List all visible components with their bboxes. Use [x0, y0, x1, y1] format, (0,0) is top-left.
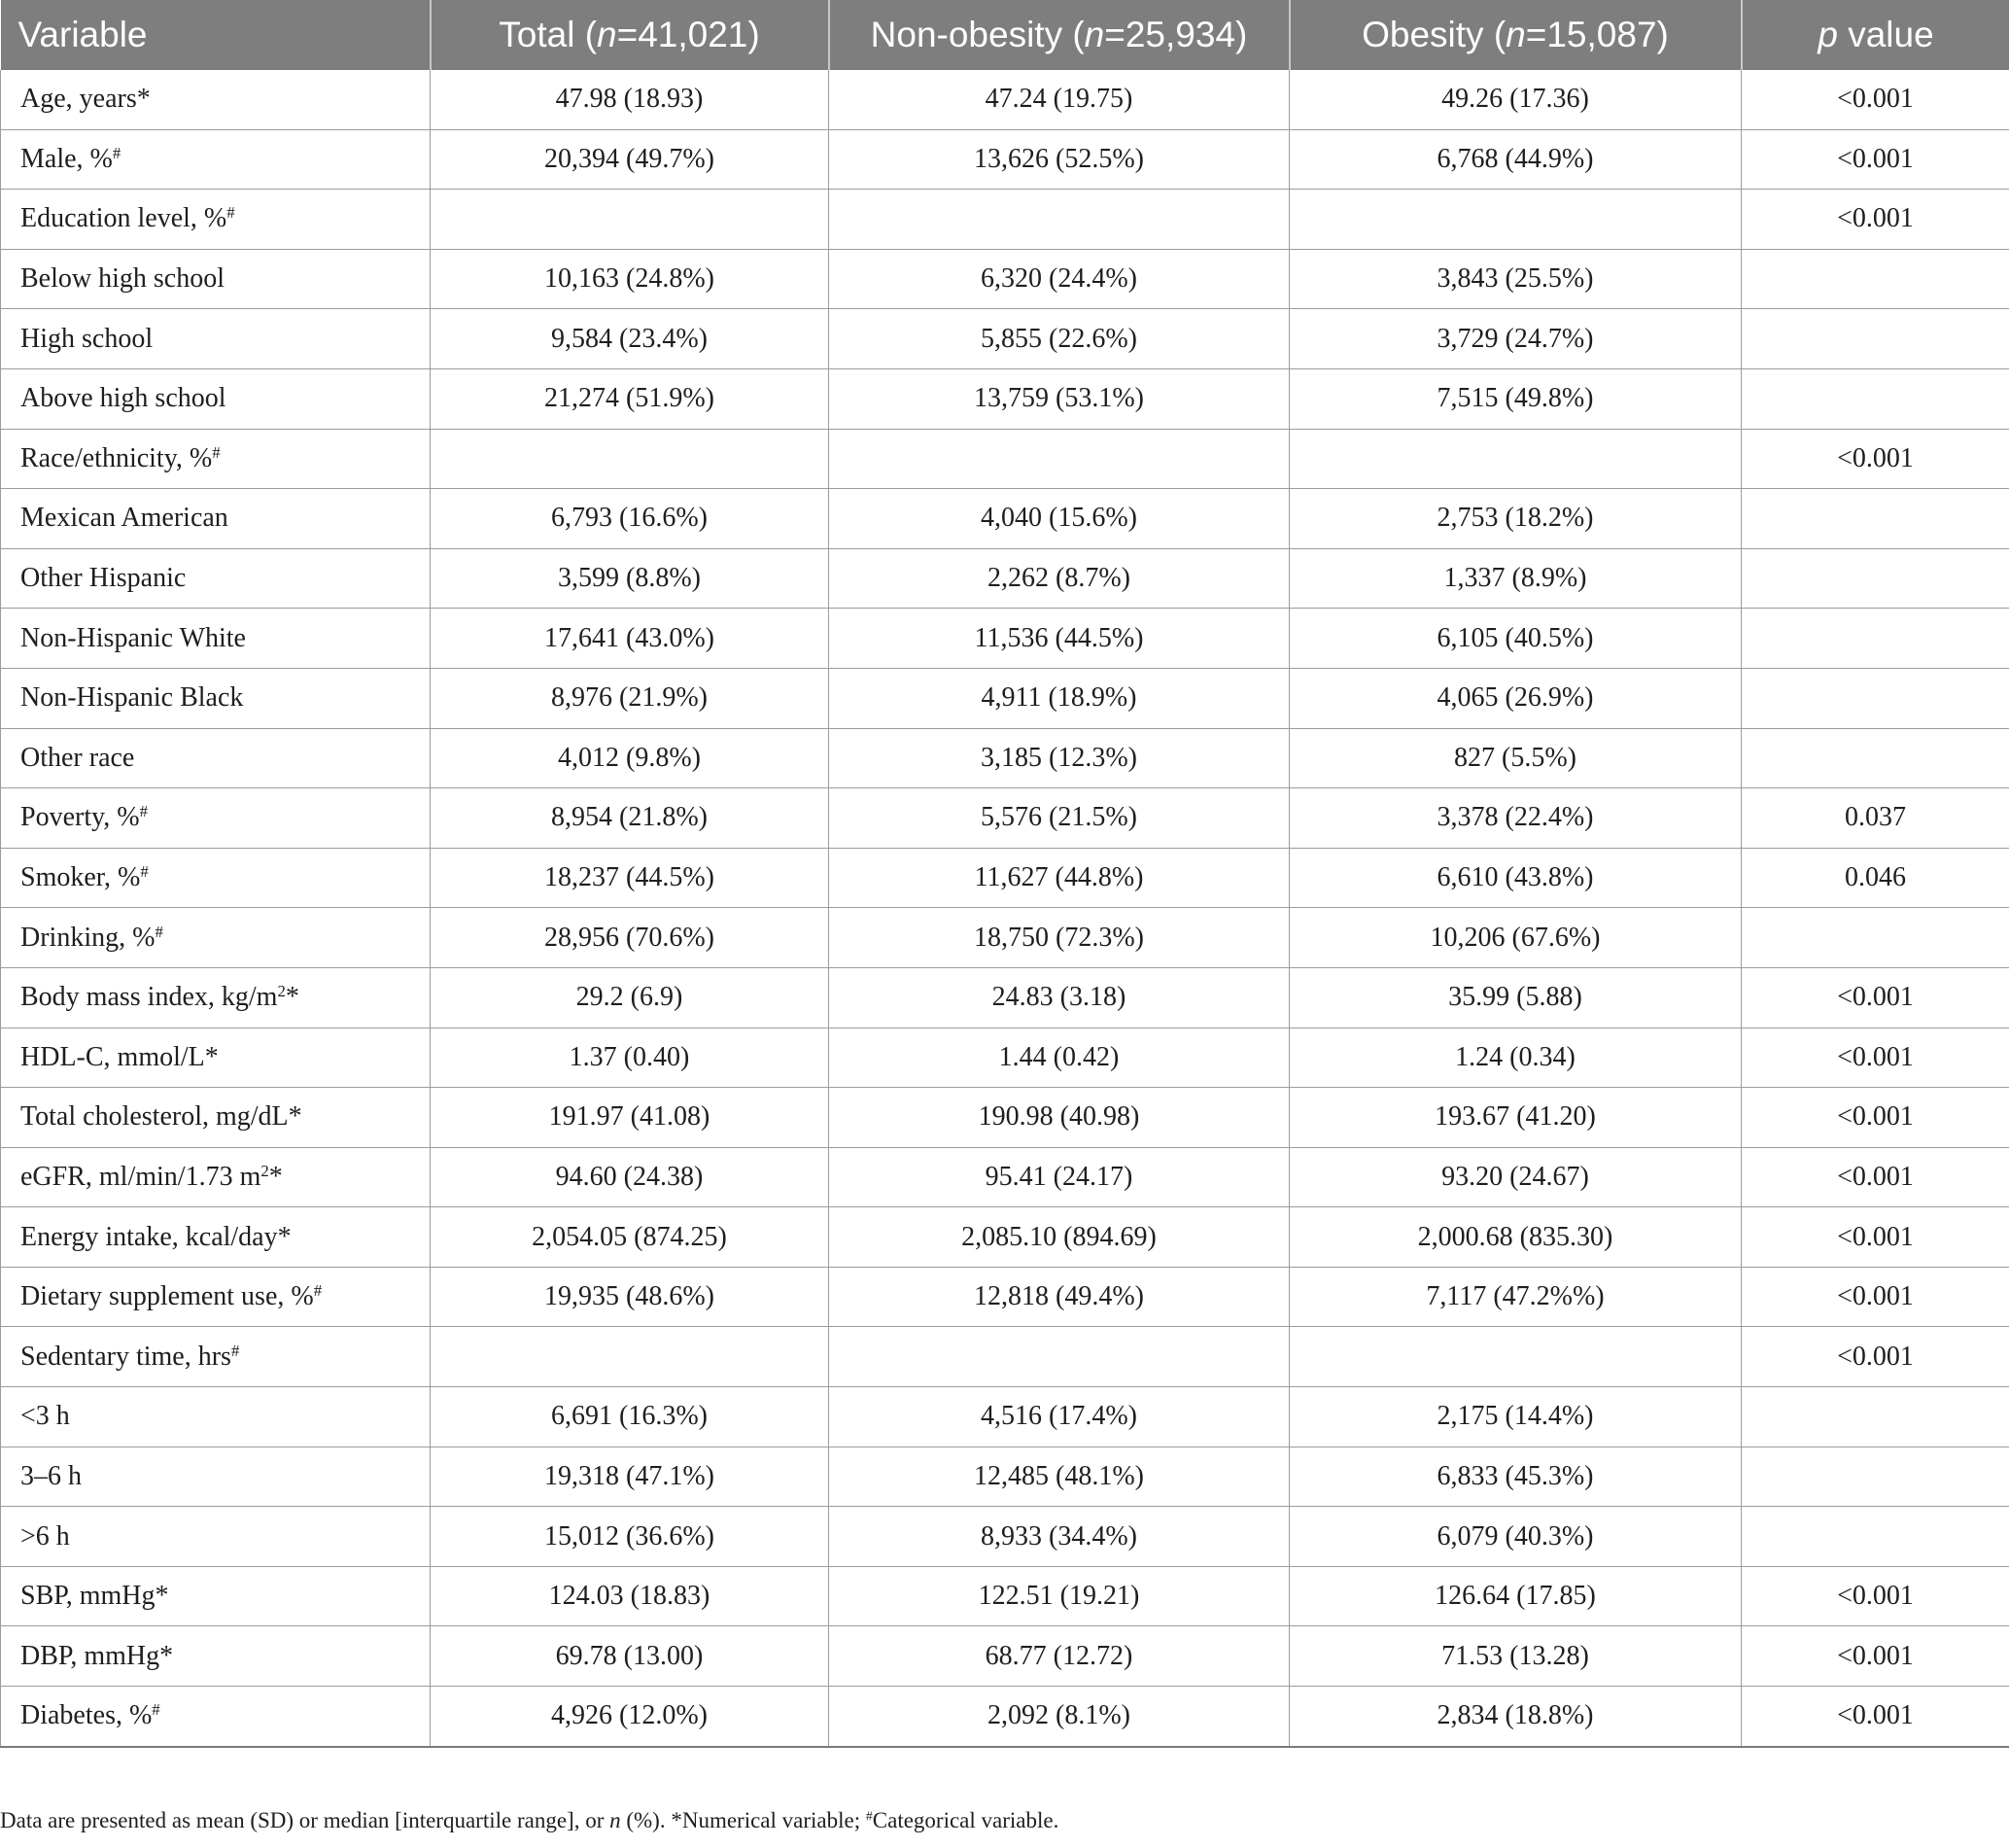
row-label: [1, 1507, 431, 1567]
table-cell: 11,536 (44.5%): [829, 609, 1290, 669]
table-body: [1, 70, 2009, 1747]
table-cell: [1742, 309, 2009, 369]
table-cell: 93.20 (24.67): [1290, 1147, 1742, 1207]
row-label-text: >6 h: [20, 1520, 70, 1552]
table-cell: [829, 1327, 1290, 1387]
table-row: [1, 728, 2009, 788]
table-cell: 3,729 (24.7%): [1290, 309, 1742, 369]
table-cell: 5,576 (21.5%): [829, 788, 1290, 849]
column-header: [1742, 0, 2009, 70]
table-cell: 1.37 (0.40): [431, 1028, 829, 1088]
row-label: [1, 848, 431, 908]
table-cell: 20,394 (49.7%): [431, 129, 829, 190]
row-label-text: Other race: [20, 742, 135, 773]
table-cell: [431, 190, 829, 250]
table-cell: <0.001: [1742, 70, 2009, 129]
row-label-superscript: #: [152, 1700, 160, 1720]
header-text: Obesity (: [1362, 15, 1507, 54]
table-cell: <0.001: [1742, 1207, 2009, 1268]
row-label: [1, 967, 431, 1028]
table-cell: 2,262 (8.7%): [829, 548, 1290, 609]
table-cell: 2,753 (18.2%): [1290, 489, 1742, 549]
header-text: Non-obesity (: [870, 15, 1085, 54]
table-cell: 15,012 (36.6%): [431, 1507, 829, 1567]
row-label-text: Dietary supplement use, %: [20, 1281, 314, 1312]
row-label-superscript: 2: [260, 1161, 269, 1180]
table-cell: 2,834 (18.8%): [1290, 1687, 1742, 1747]
footnote-marker: #: [865, 1808, 873, 1824]
header-text: Variable: [17, 15, 148, 54]
row-label: [1, 609, 431, 669]
header-text: =41,021): [616, 15, 760, 54]
table-cell: 4,926 (12.0%): [431, 1687, 829, 1747]
table-cell: [1290, 1327, 1742, 1387]
row-label: [1, 788, 431, 849]
table-row: [1, 1088, 2009, 1148]
table-cell: <0.001: [1742, 1028, 2009, 1088]
table-row: [1, 1566, 2009, 1626]
table-cell: 95.41 (24.17): [829, 1147, 1290, 1207]
row-label-text: Poverty, %: [20, 802, 140, 833]
table-row: [1, 1626, 2009, 1687]
table-cell: 13,759 (53.1%): [829, 368, 1290, 429]
row-label-text: Male, %: [20, 143, 113, 174]
table-cell: 68.77 (12.72): [829, 1626, 1290, 1687]
table-cell: 47.98 (18.93): [431, 70, 829, 129]
header-text: value: [1837, 15, 1934, 54]
row-label: [1, 1447, 431, 1507]
table-cell: 8,954 (21.8%): [431, 788, 829, 849]
row-label: [1, 1566, 431, 1626]
row-label-text: SBP, mmHg*: [20, 1581, 169, 1612]
table-cell: 28,956 (70.6%): [431, 908, 829, 968]
table-cell: 18,750 (72.3%): [829, 908, 1290, 968]
row-label-superscript: #: [212, 442, 221, 462]
row-label: [1, 908, 431, 968]
row-label-text: Mexican American: [20, 503, 228, 534]
table-cell: <0.001: [1742, 1088, 2009, 1148]
table-cell: 4,065 (26.9%): [1290, 668, 1742, 728]
row-label-superscript: #: [230, 1341, 240, 1360]
row-label-text: Age, years*: [20, 84, 151, 115]
table-cell: 7,515 (49.8%): [1290, 368, 1742, 429]
header-italic: n: [1084, 15, 1105, 54]
table-row: [1, 1507, 2009, 1567]
table-cell: 6,105 (40.5%): [1290, 609, 1742, 669]
row-label: [1, 1207, 431, 1268]
table-row: [1, 1387, 2009, 1447]
table-cell: 4,012 (9.8%): [431, 728, 829, 788]
table-cell: 6,768 (44.9%): [1290, 129, 1742, 190]
row-label: [1, 368, 431, 429]
table-cell: 69.78 (13.00): [431, 1626, 829, 1687]
table-cell: 6,320 (24.4%): [829, 249, 1290, 309]
row-label-text: Education level, %: [20, 203, 227, 234]
table-cell: 4,911 (18.9%): [829, 668, 1290, 728]
table-cell: 122.51 (19.21): [829, 1566, 1290, 1626]
row-label-text: Sedentary time, hrs: [20, 1341, 231, 1372]
row-label-text: High school: [20, 323, 154, 354]
row-label-superscript: 2: [277, 981, 286, 1000]
table-cell: 2,085.10 (894.69): [829, 1207, 1290, 1268]
row-label-text: DBP, mmHg*: [20, 1640, 174, 1671]
row-label-superscript: #: [112, 143, 121, 162]
footnote-text-2: (%). *Numerical variable;: [620, 1808, 866, 1832]
row-label-text: Drinking, %: [20, 922, 156, 953]
table-row: [1, 1207, 2009, 1268]
table-cell: 71.53 (13.28): [1290, 1626, 1742, 1687]
table-cell: 6,691 (16.3%): [431, 1387, 829, 1447]
row-label-text: Diabetes, %: [20, 1700, 153, 1731]
table-cell: 7,117 (47.2%%): [1290, 1267, 1742, 1327]
table-cell: [829, 429, 1290, 489]
table-cell: 4,040 (15.6%): [829, 489, 1290, 549]
table-cell: [1742, 548, 2009, 609]
table-row: [1, 1447, 2009, 1507]
table-cell: 193.67 (41.20): [1290, 1088, 1742, 1148]
table-cell: 124.03 (18.83): [431, 1566, 829, 1626]
table-cell: <0.001: [1742, 1626, 2009, 1687]
row-label: [1, 1687, 431, 1747]
row-label: [1, 190, 431, 250]
table-cell: <0.001: [1742, 129, 2009, 190]
row-label: [1, 1387, 431, 1447]
row-label: [1, 70, 431, 129]
row-label: [1, 1088, 431, 1148]
row-label-superscript: #: [139, 802, 148, 821]
table-cell: 94.60 (24.38): [431, 1147, 829, 1207]
table-cell: 11,627 (44.8%): [829, 848, 1290, 908]
header-italic: p: [1818, 15, 1838, 54]
table-cell: [1742, 249, 2009, 309]
table-row: [1, 1028, 2009, 1088]
table-cell: 49.26 (17.36): [1290, 70, 1742, 129]
table-cell: 21,274 (51.9%): [431, 368, 829, 429]
table-cell: [1742, 1447, 2009, 1507]
table-cell: 191.97 (41.08): [431, 1088, 829, 1148]
table-cell: 29.2 (6.9): [431, 967, 829, 1028]
table-row: [1, 1327, 2009, 1387]
table-cell: 5,855 (22.6%): [829, 309, 1290, 369]
table-cell: <0.001: [1742, 1566, 2009, 1626]
table-cell: <0.001: [1742, 1147, 2009, 1207]
row-label: [1, 1327, 431, 1387]
table-cell: 1.44 (0.42): [829, 1028, 1290, 1088]
row-label: [1, 728, 431, 788]
table-cell: <0.001: [1742, 1687, 2009, 1747]
table-row: [1, 70, 2009, 129]
table-cell: 6,079 (40.3%): [1290, 1507, 1742, 1567]
table-cell: 8,933 (34.4%): [829, 1507, 1290, 1567]
row-label: [1, 1147, 431, 1207]
table-cell: 2,175 (14.4%): [1290, 1387, 1742, 1447]
table-cell: [1742, 668, 2009, 728]
table-cell: [1742, 368, 2009, 429]
table-cell: 2,054.05 (874.25): [431, 1207, 829, 1268]
table-cell: 3,599 (8.8%): [431, 548, 829, 609]
footnote-text-3: Categorical variable.: [872, 1808, 1059, 1832]
table-cell: 18,237 (44.5%): [431, 848, 829, 908]
table-cell: <0.001: [1742, 1327, 2009, 1387]
row-label-text: Energy intake, kcal/day*: [20, 1221, 292, 1252]
header-text: =15,087): [1525, 15, 1669, 54]
table-cell: 12,485 (48.1%): [829, 1447, 1290, 1507]
table-cell: 24.83 (3.18): [829, 967, 1290, 1028]
table-cell: 4,516 (17.4%): [829, 1387, 1290, 1447]
row-label: [1, 429, 431, 489]
column-header: [1, 0, 431, 70]
row-label-text: Total cholesterol, mg/dL*: [20, 1101, 302, 1133]
table-row: [1, 967, 2009, 1028]
table-cell: 17,641 (43.0%): [431, 609, 829, 669]
table-cell: [431, 429, 829, 489]
table-row: [1, 1687, 2009, 1747]
row-label-text: Above high school: [20, 383, 226, 414]
table-row: [1, 1267, 2009, 1327]
table-cell: <0.001: [1742, 967, 2009, 1028]
row-label-text: Other Hispanic: [20, 563, 187, 594]
table-cell: 2,000.68 (835.30): [1290, 1207, 1742, 1268]
table-cell: [1742, 489, 2009, 549]
table-cell: 0.046: [1742, 848, 2009, 908]
row-label: [1, 1626, 431, 1687]
table-cell: [1290, 429, 1742, 489]
row-label-text: Non-Hispanic Black: [20, 682, 244, 714]
table-row: [1, 309, 2009, 369]
table-cell: 19,318 (47.1%): [431, 1447, 829, 1507]
table-cell: 3,378 (22.4%): [1290, 788, 1742, 849]
table-cell: 0.037: [1742, 788, 2009, 849]
table-cell: 12,818 (49.4%): [829, 1267, 1290, 1327]
table-cell: 10,163 (24.8%): [431, 249, 829, 309]
table-cell: 6,793 (16.6%): [431, 489, 829, 549]
table-cell: [1290, 190, 1742, 250]
row-label-superscript: #: [226, 203, 235, 223]
row-label-text: Below high school: [20, 263, 225, 295]
table-cell: 10,206 (67.6%): [1290, 908, 1742, 968]
table-cell: [1742, 728, 2009, 788]
table-cell: [431, 1327, 829, 1387]
table-row: [1, 548, 2009, 609]
table-cell: 9,584 (23.4%): [431, 309, 829, 369]
row-label: [1, 249, 431, 309]
table-row: [1, 190, 2009, 250]
table-cell: [1742, 908, 2009, 968]
header-text: Total (: [499, 15, 598, 54]
row-label-text: Race/ethnicity, %: [20, 442, 213, 473]
table-row: [1, 429, 2009, 489]
footnote-n: n: [609, 1808, 621, 1832]
table-cell: <0.001: [1742, 190, 2009, 250]
table-cell: 3,843 (25.5%): [1290, 249, 1742, 309]
table-row: [1, 129, 2009, 190]
column-header: [431, 0, 829, 70]
table-row: [1, 848, 2009, 908]
table-row: [1, 908, 2009, 968]
row-label-text: Body mass index, kg/m: [20, 982, 278, 1013]
row-label-superscript: #: [155, 922, 163, 941]
table-cell: [829, 190, 1290, 250]
table-row: [1, 668, 2009, 728]
row-label: [1, 1028, 431, 1088]
table-row: [1, 489, 2009, 549]
row-label: [1, 1267, 431, 1327]
table-cell: <0.001: [1742, 429, 2009, 489]
row-label-suffix: *: [285, 982, 299, 1013]
row-label: [1, 489, 431, 549]
row-label-text: eGFR, ml/min/1.73 m: [20, 1161, 261, 1192]
row-label: [1, 129, 431, 190]
row-label: [1, 668, 431, 728]
header-italic: n: [597, 15, 617, 54]
row-label-text: Non-Hispanic White: [20, 622, 246, 653]
table-row: [1, 1147, 2009, 1207]
row-label-superscript: #: [313, 1280, 323, 1300]
table-cell: 8,976 (21.9%): [431, 668, 829, 728]
table-cell: 13,626 (52.5%): [829, 129, 1290, 190]
table-cell: 1,337 (8.9%): [1290, 548, 1742, 609]
table-cell: [1742, 1387, 2009, 1447]
table-cell: 190.98 (40.98): [829, 1088, 1290, 1148]
table-cell: 1.24 (0.34): [1290, 1028, 1742, 1088]
table-cell: 6,833 (45.3%): [1290, 1447, 1742, 1507]
table-cell: 126.64 (17.85): [1290, 1566, 1742, 1626]
row-label-text: <3 h: [20, 1401, 70, 1432]
table-row: [1, 788, 2009, 849]
table-cell: 827 (5.5%): [1290, 728, 1742, 788]
column-header: [1290, 0, 1742, 70]
table-footnote: [0, 1808, 1058, 1833]
table-cell: <0.001: [1742, 1267, 2009, 1327]
table-cell: 6,610 (43.8%): [1290, 848, 1742, 908]
row-label: [1, 548, 431, 609]
table-row: [1, 368, 2009, 429]
table-cell: [1742, 609, 2009, 669]
row-label-text: Smoker, %: [20, 862, 141, 893]
table-cell: [1742, 1507, 2009, 1567]
row-label-suffix: *: [268, 1161, 283, 1192]
header-row: [1, 0, 2009, 70]
table-cell: 3,185 (12.3%): [829, 728, 1290, 788]
table-row: [1, 249, 2009, 309]
row-label-text: 3–6 h: [20, 1460, 82, 1491]
table-cell: 35.99 (5.88): [1290, 967, 1742, 1028]
row-label-text: HDL-C, mmol/L*: [20, 1041, 219, 1072]
column-header: [829, 0, 1290, 70]
row-label-superscript: #: [140, 861, 149, 881]
table-cell: 47.24 (19.75): [829, 70, 1290, 129]
row-label: [1, 309, 431, 369]
table-cell: 2,092 (8.1%): [829, 1687, 1290, 1747]
header-italic: n: [1506, 15, 1526, 54]
table-cell: 19,935 (48.6%): [431, 1267, 829, 1327]
footnote-text-1: Data are presented as mean (SD) or median [interquartile range], or: [0, 1808, 610, 1832]
table-row: [1, 609, 2009, 669]
header-text: =25,934): [1104, 15, 1248, 54]
